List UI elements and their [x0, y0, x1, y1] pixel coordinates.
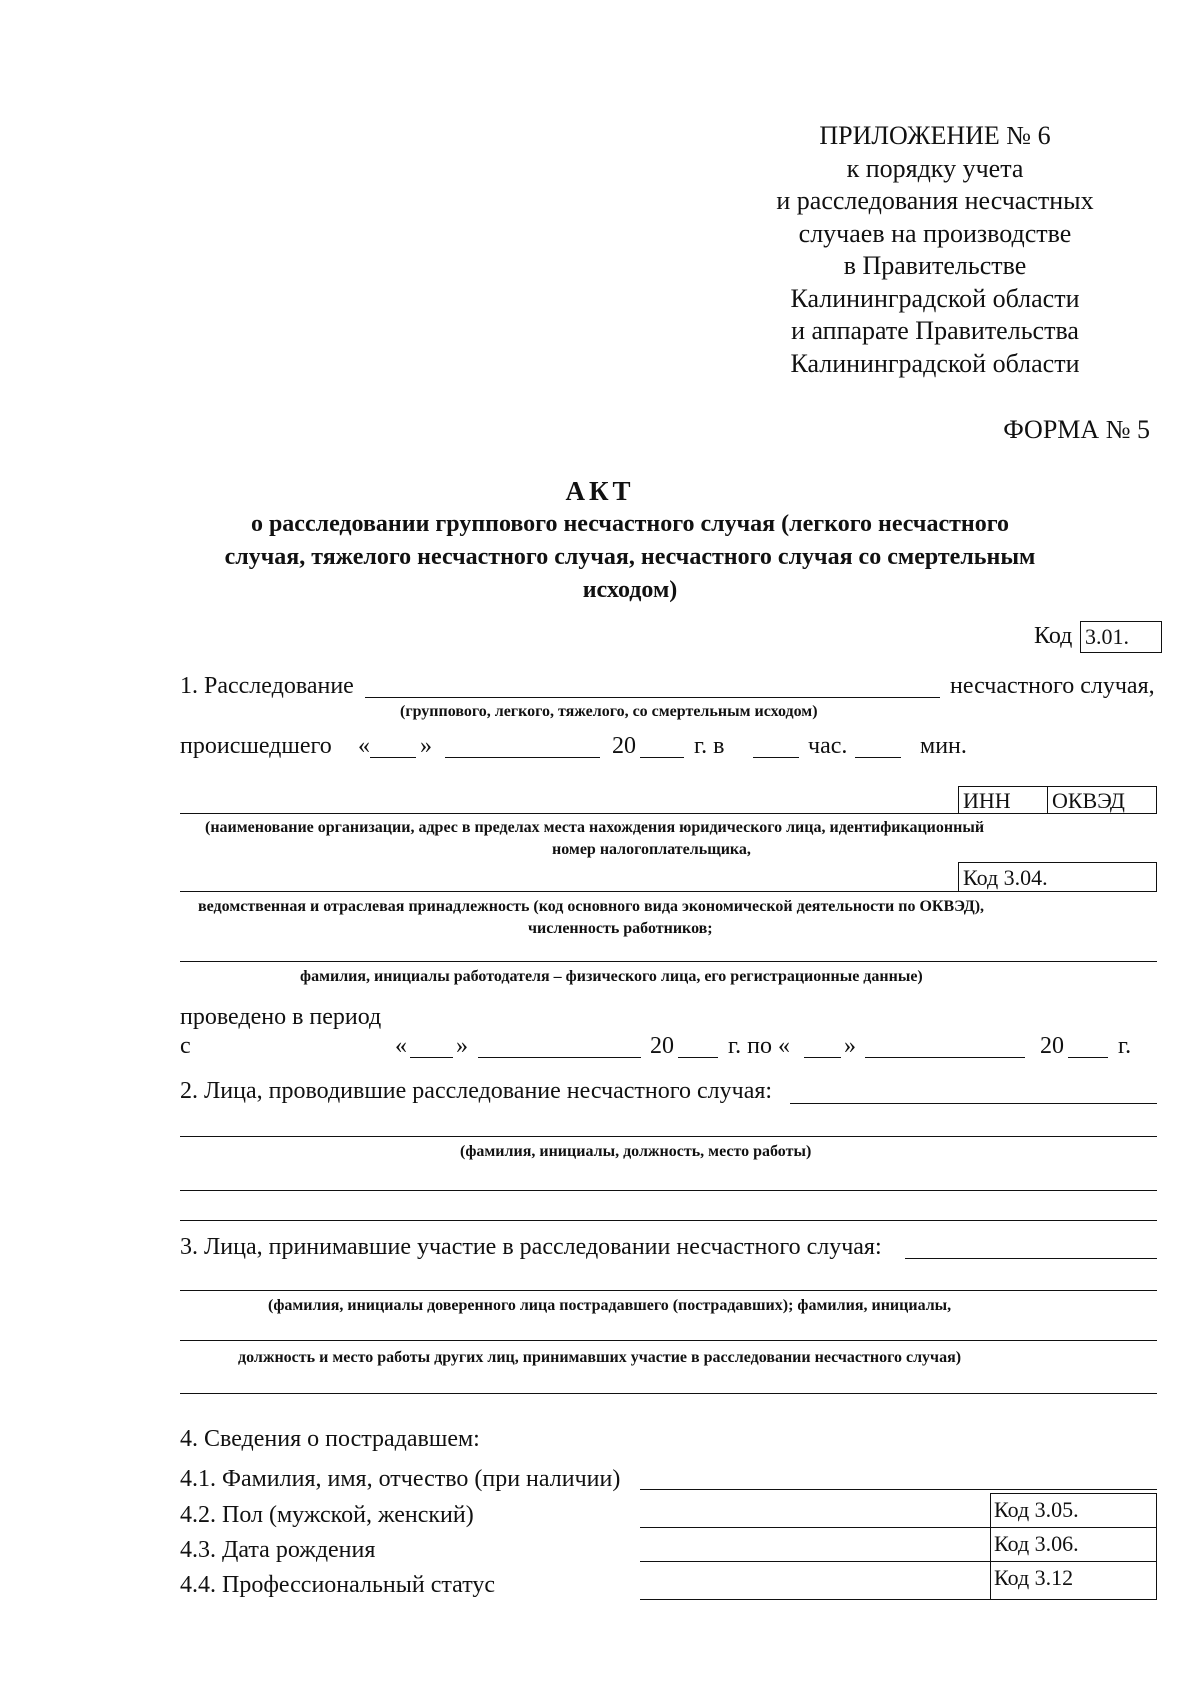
period-to-year-field[interactable]	[1068, 1057, 1108, 1058]
org-code-box[interactable]	[958, 862, 1157, 892]
investigators-field-2[interactable]	[180, 1136, 1157, 1137]
year-prefix: 20	[650, 1033, 674, 1059]
birth-code-label: Код 3.06.	[994, 1531, 1079, 1556]
victim-status-field[interactable]	[640, 1599, 990, 1600]
quote-close: »	[456, 1033, 468, 1059]
status-code-box[interactable]	[990, 1561, 1157, 1600]
participants-field-2[interactable]	[180, 1290, 1157, 1291]
participants-field-3[interactable]	[180, 1340, 1157, 1341]
year-suffix: г. в	[694, 733, 725, 759]
appendix-line: Калининградской области	[790, 283, 1080, 313]
occurred-minute-field[interactable]	[855, 757, 901, 758]
year-end-label: г.	[1118, 1033, 1132, 1059]
victim-sex-field[interactable]	[640, 1527, 990, 1528]
appendix-line: к порядку учета	[846, 153, 1024, 183]
act-code-label: Код	[1034, 623, 1073, 649]
investigation-type-field[interactable]	[365, 697, 940, 698]
participants-field-4[interactable]	[180, 1393, 1157, 1394]
birth-code-box[interactable]	[990, 1527, 1157, 1562]
occurred-hour-field[interactable]	[753, 757, 799, 758]
section1-suffix: несчастного случая,	[950, 673, 1155, 699]
section3-label: 3. Лица, принимавшие участие в расследовании несчастного случая:	[180, 1234, 882, 1260]
okved-label: ОКВЭД	[1052, 788, 1125, 813]
appendix-line: в Правительстве	[843, 251, 1027, 280]
industry-hint-2: численность работников;	[528, 920, 713, 937]
inn-label: ИНН	[963, 788, 1011, 813]
victim-status-label: 4.4. Профессиональный статус	[180, 1572, 496, 1598]
act-subtitle	[150, 508, 1110, 607]
quote-open: «	[358, 733, 370, 759]
participants-field[interactable]	[905, 1258, 1157, 1259]
form-number: ФОРМА № 5	[1003, 415, 1150, 444]
victim-sex-label: 4.2. Пол (мужской, женский)	[180, 1502, 474, 1528]
participants-hint: (фамилия, инициалы доверенного лица пострадавшего (пострадавших); фамилия, инициалы,	[268, 1297, 952, 1314]
year-prefix: 20	[1040, 1033, 1064, 1059]
period-from-month-field[interactable]	[478, 1057, 641, 1058]
appendix-line: и аппарате Правительства	[791, 316, 1079, 345]
inn-box[interactable]	[958, 786, 1048, 814]
period-from-year-field[interactable]	[678, 1057, 718, 1058]
occurred-month-field[interactable]	[445, 757, 600, 758]
quote-close: »	[420, 733, 432, 759]
occurred-day-field[interactable]	[370, 757, 416, 758]
year-prefix: 20	[612, 733, 636, 759]
victim-birth-label: 4.3. Дата рождения	[180, 1537, 376, 1563]
industry-hint: ведомственная и отраслевая принадлежность (код основного вида экономической деятельности по ОКВЭД),	[198, 898, 985, 915]
investigation-type-hint: (группового, легкого, тяжелого, со смертельным исходом)	[400, 703, 818, 720]
victim-birth-field[interactable]	[640, 1561, 990, 1562]
occurred-label: происшедшего	[180, 733, 332, 759]
investigators-field-3[interactable]	[180, 1190, 1157, 1191]
period-from-label: с	[180, 1033, 191, 1059]
employer-hint: фамилия, инициалы работодателя – физического лица, его регистрационные данные)	[300, 968, 923, 985]
period-label: проведено в период	[180, 1004, 382, 1030]
appendix-title: ПРИЛОЖЕНИЕ № 6	[819, 121, 1051, 150]
section4-label: 4. Сведения о пострадавшем:	[180, 1426, 480, 1452]
investigators-field-4[interactable]	[180, 1220, 1157, 1221]
section2-label: 2. Лица, проводившие расследование несчастного случая:	[180, 1078, 773, 1104]
act-subtitle-line: о расследовании группового несчастного случая (легкого несчастного	[250, 511, 1010, 537]
investigators-hint: (фамилия, инициалы, должность, место работы)	[460, 1143, 812, 1160]
hours-label: час.	[808, 733, 848, 759]
quote-open: «	[395, 1033, 407, 1059]
organization-hint: (наименование организации, адрес в пределах места нахождения юридического лица, идентификационный	[205, 819, 985, 836]
organization-field[interactable]	[180, 813, 958, 814]
act-code-box[interactable]	[1080, 621, 1162, 653]
quote-close: »	[844, 1033, 856, 1059]
victim-name-label: 4.1. Фамилия, имя, отчество (при наличии)	[180, 1466, 621, 1492]
appendix-line: случаев на производстве	[798, 218, 1072, 248]
okved-box[interactable]	[1047, 786, 1157, 814]
act-subtitle-line: исходом)	[582, 577, 678, 603]
period-to-month-field[interactable]	[865, 1057, 1025, 1058]
appendix-line: Калининградской области	[790, 348, 1080, 378]
minutes-label: мин.	[920, 733, 967, 759]
sex-code-label: Код 3.05.	[994, 1497, 1079, 1522]
act-subtitle-line: случая, тяжелого несчастного случая, несчастного случая со смертельным	[224, 544, 1036, 570]
participants-hint-2: должность и место работы других лиц, принимавших участие в расследовании несчастного случая)	[238, 1349, 962, 1366]
period-to-day-field[interactable]	[804, 1057, 841, 1058]
investigators-field[interactable]	[790, 1103, 1157, 1104]
period-from-day-field[interactable]	[410, 1057, 453, 1058]
employer-field[interactable]	[180, 961, 1157, 962]
org-details-field[interactable]	[180, 891, 958, 892]
appendix-line: и расследования несчастных	[776, 186, 1094, 215]
sex-code-box[interactable]	[990, 1493, 1157, 1528]
occurred-year-field[interactable]	[640, 757, 684, 758]
appendix-block	[730, 120, 1140, 380]
status-code-label: Код 3.12	[994, 1565, 1074, 1590]
organization-hint-2: номер налогоплательщика,	[552, 841, 751, 858]
victim-name-field[interactable]	[640, 1489, 1157, 1490]
section1-label: 1. Расследование	[180, 673, 354, 699]
act-title: АКТ	[565, 476, 635, 506]
act-code-value: 3.01.	[1085, 624, 1129, 649]
org-code-label: Код 3.04.	[963, 865, 1048, 890]
period-to-label: г. по «	[728, 1033, 790, 1059]
